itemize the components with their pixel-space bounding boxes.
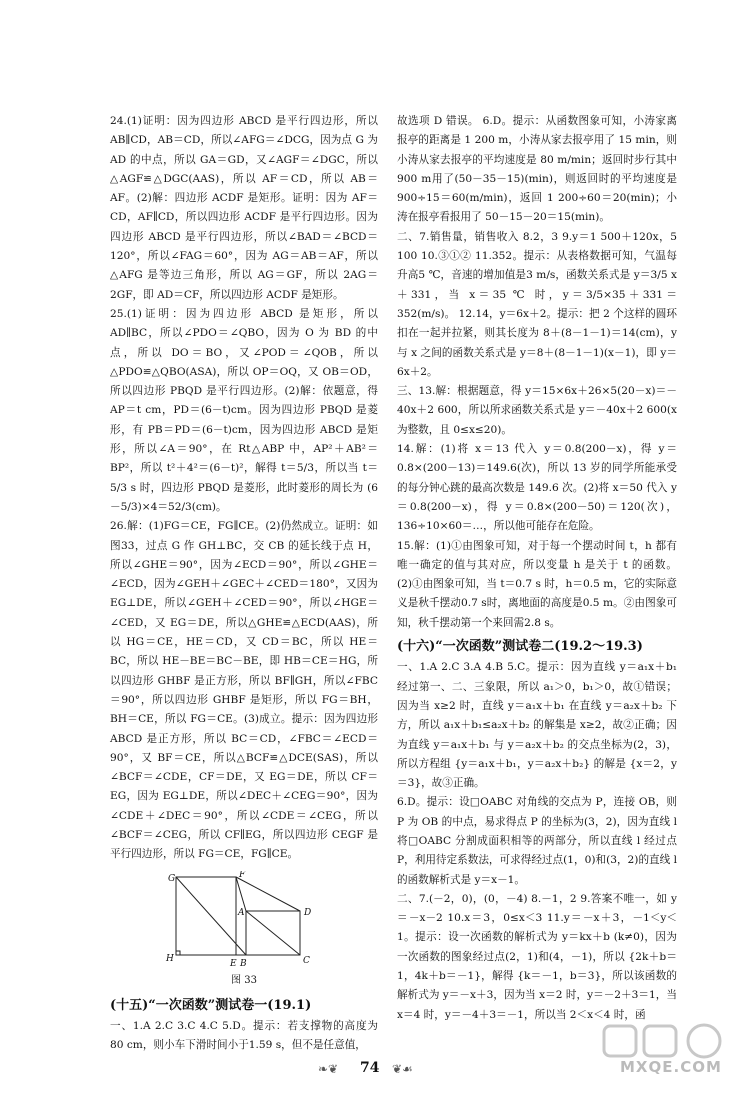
figure-33 xyxy=(110,871,378,971)
answer-24: 24.(1)证明：因为四边形 ABCD 是平行四边形，所以 AB∥CD，AB＝CD，所以∠AFG＝∠DCG，因为点 G 为 AD 的中点，所以 GA＝GD，又∠AGF＝∠DGC，所以△AGF≌△DGC(AAS)，所以 AF＝CD，所以 AB＝AF。(2)解：四边形 ACDF 是矩形。证明：因为 AF＝CD，AF∥CD，所以四边形 ACDF 是平行四边形。因为四边形 ABCD 是平行四边形，所以∠BAD＝∠BCD＝120°，所以∠FAG＝60°，因为 AG＝AB＝AF，所以△AFG 是等边三角形，所以 AG＝GF，所以 2AG＝2GF，即 AD＝CF，所以四边形 ACDF 是矩形。 xyxy=(110,115,378,301)
label-H: H xyxy=(166,953,174,964)
page-number: 74 xyxy=(360,1060,380,1076)
section-16-body-1: 一、1.A 2.C 3.A 4.B 5.C。提示：因为直线 y＝a₁x＋b₁ 经过第一、二、三象限，所以 a₁＞0，b₁＞0，故①错误；因为当 x≥2 时，直线 y＝a₁x＋b₁ 在直线 y＝a₂x＋b₂ 下方，所以 a₁x＋b₁≤a₂x＋b₂ 的解集是 x≥2，故②正确；因为直线 y＝a₁x＋b₁ 与 y＝a₂x＋b₂ 的交点坐标为(2，3)，所以方程组 {y＝a₁x＋b₁，y＝a₂x＋b₂} 的解是 {x＝2，y＝3}，故③正确。 xyxy=(397,661,677,790)
label-B: B xyxy=(240,958,247,969)
answer-fill-blanks: 二、7.销售量，销售收入 8.2，3 9.y＝1 500＋120x，5 100 10.③①② 11.352。提示：从表格数据可知，气温每升高5 ℃，音速的增加值是3 m/s，函数关系式是 y＝3/5 x＋331，当 x＝35 ℃ 时，y＝3/5×35＋331＝352(m/s)。 12.14，y＝6x＋2。提示：把 2 个这样的圆环扣在一起并拉紧，则其长度为 8＋(8－1－1)＝14(cm)，y 与 x 之间的函数关系式是 y＝8＋(8－1－1)(x－1)，即 y＝6x＋2。 xyxy=(397,230,677,378)
section-16-title: (十六)“一次函数”测试卷二(19.2～19.3) xyxy=(397,639,643,655)
answer-25: 25.(1)证明：因为四边形 ABCD 是矩形，所以 AD∥BC，所以∠PDO＝∠QBO，因为 O 为 BD 的中点，所以 DO＝BO，又∠POD＝∠QOB，所以△PDO≌△QBO(ASA)，所以 OP＝OQ，又 OB＝OD，所以四边形 PBQD 是平行四边形。(2)解：依题意，得 AP＝t cm，PD＝(6－t)cm。因为四边形 PBQD 是菱形，有 PB＝PD＝(6－t)cm，因为四边形 ABCD 是矩形，所以∠A＝90°，在 Rt△ABP 中，AP²＋AB²＝BP²，所以 t²＋4²＝(6－t)²，解得 t＝5/3，所以当 t＝5/3 s 时，四边形 PBQD 是菱形，此时菱形的周长为 (6－5/3)×4＝52/3(cm)。 xyxy=(110,307,378,513)
geometry-diagram xyxy=(110,871,378,971)
figure-caption: 图 33 xyxy=(231,974,257,986)
answer-cont: 故选项 D 错误。 6.D。提示：从函数图象可知，小涛家离报亭的距离是 1 200 m，小涛从家去报亭用了 15 min，则小涛从家去报亭的平均速度是 80 m/min；返回时步行其中900 m用了(50－35－15)(min)，则返回时的平均速度是 900÷15＝60(m/min)，返回 1 200÷60＝20(min)；小涛在报亭看报用了 50－15－20＝15(min)。 xyxy=(397,115,677,224)
ornament-left-icon: ❧❦ xyxy=(318,1062,339,1076)
label-C: C xyxy=(303,955,310,966)
section-15-body: 一、1.A 2.C 3.C 4.C 5.D。提示：若支撑物的高度为 80 cm，则小车下滑时间小于1.59 s，但不是任意值， xyxy=(110,1020,378,1052)
section-16-body-3: 二、7.(－2，0)，(0，－4) 8.－1，2 9.答案不唯一，如 y＝－x－2 10.x＝3，0≤x＜3 11.y＝－x＋3，－1＜y＜1。提示：设一次函数的解析式为 y＝kx＋b (k≠0)，因为一次函数的图象经过点(2，1)和(4，－1)，所以 {2k＋b＝1，4k＋b＝－1}，解得 {k＝－1，b＝3}，所以该函数的解析式为 y＝－x＋3，因为当 x＝2 时，y＝－2＋3＝1，当 x＝4 时，y＝－4＋3＝－1，所以当 2＜x＜4 时，函 xyxy=(397,892,677,1021)
ornament-right-icon: ❦☙ xyxy=(392,1062,413,1076)
answer-15: 15.解：(1)①由图象可知，对于每一个摆动时间 t，h 都有唯一确定的值与其对应，所以变量 h 是关于 t 的函数。(2)①由图象可知，当 t＝0.7 s 时，h＝0.5 m，它的实际意义是秋千摆动0.7 s时，离地面的高度是0.5 m。②由图象可知，秋千摆动第一个来回需2.8 s。 xyxy=(397,539,677,629)
left-column xyxy=(110,112,378,1056)
answer-26: 26.解：(1)FG＝CE，FG∥CE。(2)仍然成立。证明：如图33，过点 G 作 GH⊥BC，交 CB 的延长线于点 H，所以∠GHE＝90°，因为∠ECD＝90°，所以∠GHE＝∠ECD，因为∠GEH＋∠GEC＋∠CED＝180°，又因为 EG⊥DE，所以∠GEH＋∠CED＝90°，所以∠HGE＝∠CED，又 EG＝DE，所以△GHE≌△ECD(AAS)，所以 HG＝CE，HE＝CD，又 CD＝BC，所以 HE＝BC，所以 HE－BE＝BC－BE，即 HB＝CE＝HG，所以四边形 GHBF 是正方形，所以 BF∥GH，所以∠FBC＝90°，所以四边形 GHBF 是矩形，所以 FG＝BH，BH＝CE，所以 FG＝CE。(3)成立。提示：因为四边形 ABCD 是正方形，所以 BC＝CD，∠FBC＝∠ECD＝90°，又 BF＝CE，所以△BCF≌△DCE(SAS)，所以∠BCF＝∠CDE，CF＝DE，又 EG＝DE，所以 CF＝EG，因为 EG⊥DE，所以∠DEC＋∠CEG＝90°，因为∠CDE＋∠DEC＝90°，所以∠CDE＝∠CEG，所以∠BCF＝∠CEG，所以 CF∥EG，所以四边形 CEGF 是平行四边形，所以 FG＝CE，FG∥CE。 xyxy=(110,520,378,861)
label-A: A xyxy=(238,907,245,918)
label-E: E xyxy=(230,958,237,969)
label-G: G xyxy=(168,873,176,884)
answer-14: 14.解：(1)将 x＝13 代入 y＝0.8(200－x)，得 y＝0.8×(200－13)＝149.6(次)，所以 13 岁的同学所能承受的每分钟心跳的最高次数是 149.6 次。(2)将 x＝50 代入 y＝0.8(200－x)，得 y＝0.8×(200－50)＝120(次)，136÷10×60＝…，所以他可能存在危险。 xyxy=(397,443,677,533)
label-D: D xyxy=(304,907,312,918)
right-column xyxy=(397,112,677,1025)
watermark-text: MXQE.COM xyxy=(620,1058,722,1076)
label-F: F xyxy=(239,870,246,880)
section-16-body-2: 6.D。提示：设□OABC 对角线的交点为 P，连接 OB，则 P 为 OB 的中点，易求得点 P 的坐标为(3，2)，因为直线 l 将□OABC 分割成面积相等的两部分，所以直线 l 经过点 P，利用待定系数法，可求得经过点(1，0)和(3，2)的直线 l 的函数解析式是 y＝x－1。 xyxy=(397,796,677,886)
answer-13: 三、13.解：根据题意，得 y＝15×6x＋26×5(20－x)＝－40x＋2 600，所以所求函数关系式是 y＝－40x＋2 600(x 为整数，且 0≤x≤20)。 xyxy=(397,385,677,436)
section-15-title: (十五)“一次函数”测试卷一(19.1) xyxy=(110,997,312,1013)
